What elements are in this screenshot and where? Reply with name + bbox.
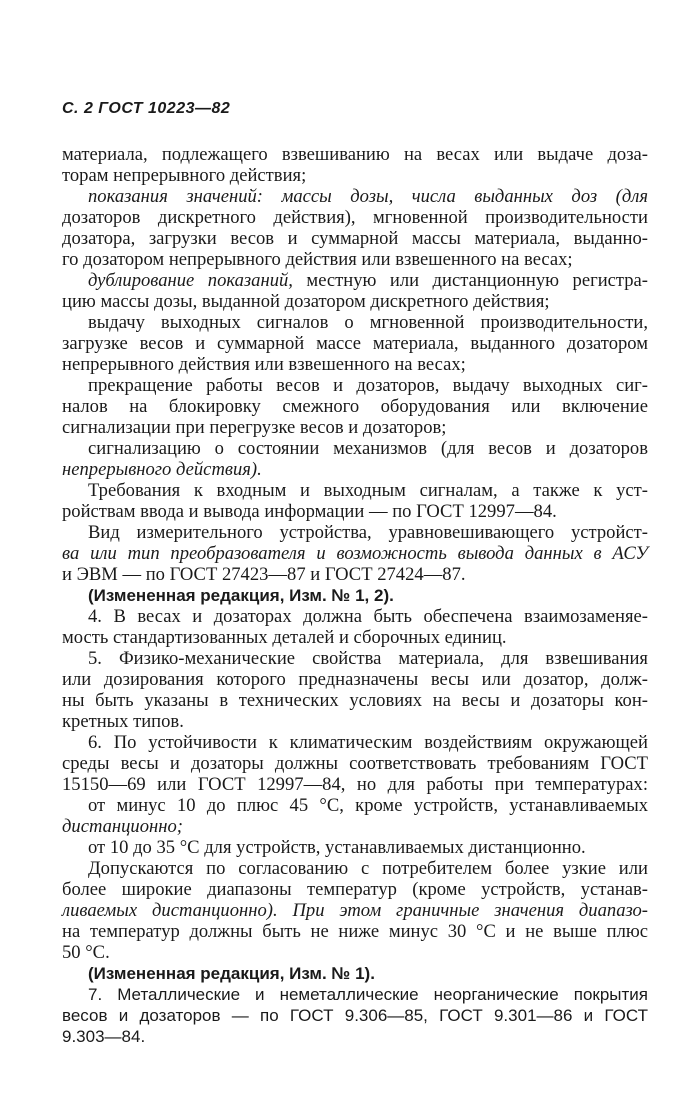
text-line: 4. В весах и дозаторах должна быть обеспечена взаимозаменяе-: [88, 606, 648, 627]
text-line: дозаторов дискретного действия), мгновенной производительности: [62, 207, 648, 228]
text-line: торам непрерывного действия;: [62, 165, 307, 186]
text-line: непрерывного действия или взвешенного на весах;: [62, 354, 466, 375]
text-line: 7. Металлические и неметаллические неорганические покрытия: [88, 985, 648, 1004]
text-line: го дозатором непрерывного действия или взвешенного на весах;: [62, 249, 573, 270]
text-line: дистанционно;: [62, 816, 183, 837]
text-line: сигнализации при перегрузке весов и дозаторов;: [62, 417, 447, 438]
text-line: прекращение работы весов и дозаторов, выдачу выходных сиг-: [88, 375, 648, 396]
text-fragment: (для: [615, 186, 648, 207]
text-line: ва или тип преобразователя и возможность вывода данных в АСУ: [62, 543, 648, 564]
text-line: от 10 до 35 °С для устройств, устанавливаемых дистанционно.: [88, 837, 586, 858]
text-line: или дозирования которого предназначены весы или дозатор, долж-: [62, 669, 648, 690]
text-fragment: дублирование показаний,: [88, 270, 293, 291]
page-header: С. 2 ГОСТ 10223—82: [62, 100, 231, 117]
body-text: [62, 144, 648, 1047]
text-line: от минус 10 до плюс 45 °С, кроме устройств, устанавливаемых: [88, 795, 648, 816]
text-line: материала, подлежащего взвешиванию на весах или выдаче доза-: [62, 144, 648, 165]
text-line: и ЭВМ — по ГОСТ 27423—87 и ГОСТ 27424—87.: [62, 564, 466, 585]
text-line: загрузке весов и суммарной массе материала, выданного дозатором: [62, 333, 648, 354]
text-line: сигнализацию о состоянии механизмов (для весов и дозаторов: [88, 438, 648, 459]
amendment-note: (Измененная редакция, Изм. № 1, 2).: [88, 586, 394, 605]
text-line: мость стандартизованных деталей и сборочных единиц.: [62, 627, 507, 648]
text-fragment: При этом граничные значения диапазо-: [292, 900, 648, 921]
text-line: среды весы и дозаторы должны соответствовать требованиям ГОСТ: [62, 753, 648, 774]
text-line: на температур должны быть не ниже минус 30 °С и не выше плюс: [62, 921, 648, 942]
text-fragment: местную или дистанционную регистра-: [306, 270, 649, 291]
text-line: 50 °С.: [62, 942, 110, 963]
text-line: Вид измерительного устройства, уравновешивающего устройст-: [88, 522, 648, 543]
text-line: весов и дозаторов — по ГОСТ 9.306—85, ГОСТ 9.301—86 и ГОСТ: [62, 1006, 648, 1025]
text-line: более широкие диапазоны температур (кроме устройств, устанав-: [62, 879, 648, 900]
text-line: кретных типов.: [62, 711, 184, 732]
text-line: налов на блокировку смежного оборудования или включение: [62, 396, 648, 417]
text-line: Требования к входным и выходным сигналам, а также к уст-: [88, 480, 648, 501]
text-fragment: ливаемых дистанционно).: [62, 900, 278, 921]
amendment-note: (Измененная редакция, Изм. № 1).: [88, 964, 375, 983]
text-line: выдачу выходных сигналов о мгновенной производительности,: [88, 312, 648, 333]
text-line: [62, 270, 648, 291]
text-line: 5. Физико-механические свойства материала, для взвешивания: [88, 648, 648, 669]
text-line: ны быть указаны в технических условиях на весы и дозаторы кон-: [62, 690, 648, 711]
text-line: 6. По устойчивости к климатическим воздействиям окружающей: [88, 732, 648, 753]
text-line: 15150—69 или ГОСТ 12997—84, но для работы при температурах:: [62, 774, 648, 795]
text-fragment: показания значений: массы дозы, числа выданных доз: [88, 186, 598, 207]
text-line: [62, 186, 648, 207]
text-line: непрерывного действия).: [62, 459, 262, 480]
text-line: ройствам ввода и вывода информации — по ГОСТ 12997—84.: [62, 501, 557, 522]
text-line: дозатора, загрузки весов и суммарной массы материала, выданно-: [62, 228, 648, 249]
text-line: [62, 900, 648, 921]
text-line: Допускаются по согласованию с потребителем более узкие или: [88, 858, 648, 879]
text-line: цию массы дозы, выданной дозатором дискретного действия;: [62, 291, 550, 312]
text-line: 9.303—84.: [62, 1027, 146, 1046]
